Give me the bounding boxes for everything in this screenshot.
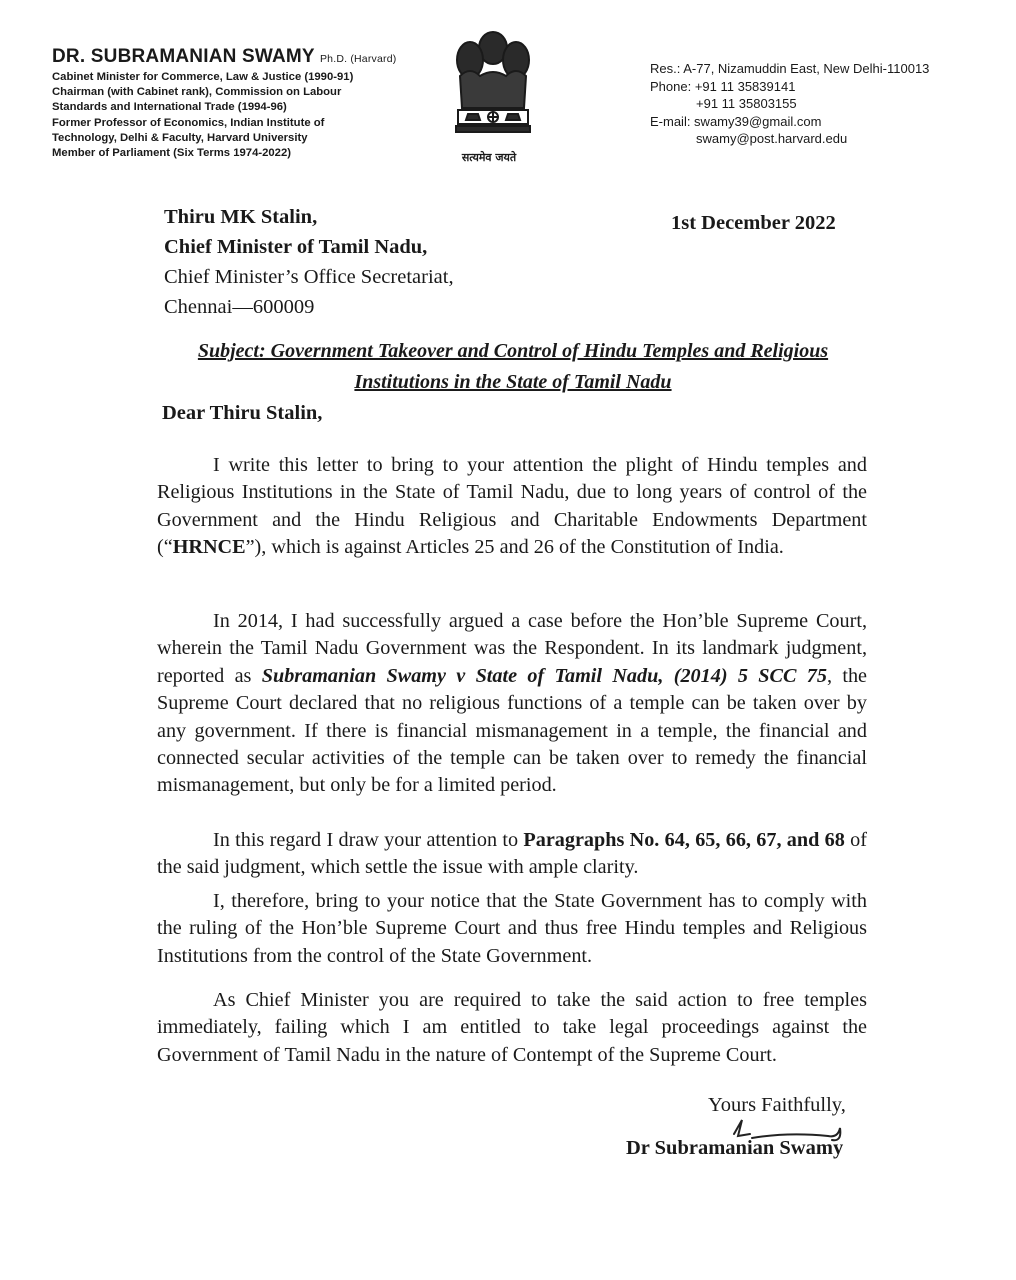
- subject-line-1: Subject: Government Takeover and Control of Hindu Temples and Religious: [197, 340, 829, 362]
- letter-subject: [160, 336, 866, 398]
- hrnce-abbreviation: HRNCE: [172, 536, 246, 559]
- credential-line: Former Professor of Economics, Indian Institute of: [52, 116, 325, 129]
- body-paragraph-4: I, therefore, bring to your notice that the State Government has to comply with the ruling of the Hon’ble Supreme Court and thus free Hindu temples and Religious Institutions from the control of the State Government.: [157, 890, 867, 967]
- emblem-motto: सत्यमेव जयते: [461, 151, 517, 164]
- letter-date: 1st December 2022: [671, 212, 836, 234]
- paragraph-references: Paragraphs No. 64, 65, 66, 67, and 68: [523, 829, 845, 851]
- case-citation: Subramanian Swamy v State of Tamil Nadu, (2014) 5 SCC 75: [261, 664, 827, 687]
- signer-name: Dr Subramanian Swamy: [626, 1137, 844, 1159]
- salutation: Dear Thiru Stalin,: [162, 402, 323, 424]
- letterhead-contact: [650, 60, 990, 148]
- body-paragraph-3: In this regard I draw your attention to Paragraphs No. 64, 65, 66, 67, and 68 of the said judgment, which settle the issue with ample clarity.: [157, 829, 867, 879]
- closing: Yours Faithfully,: [708, 1094, 846, 1116]
- recipient-name: Thiru MK Stalin,: [164, 206, 318, 228]
- credential-line: Technology, Delhi & Faculty, Harvard University: [52, 131, 308, 144]
- credential-line: Member of Parliament (Six Terms 1974-2022): [52, 147, 292, 160]
- phone-primary: Phone: +91 11 35839141: [650, 78, 796, 94]
- body-paragraph-5: As Chief Minister you are required to take the said action to free temples immediately, failing which I am entitled to take legal proceedings against the Government of Tamil Nadu in the nature of Contempt of the Supreme Court.: [157, 989, 867, 1066]
- email-secondary: swamy@post.harvard.edu: [696, 131, 848, 146]
- recipient-city: Chennai—600009: [164, 296, 315, 318]
- letterhead-sender: [52, 46, 432, 161]
- recipient-title: Chief Minister of Tamil Nadu,: [164, 236, 428, 258]
- subject-line-2: Institutions in the State of Tamil Nadu: [354, 371, 672, 393]
- national-emblem-icon: [448, 26, 538, 146]
- credential-line: Cabinet Minister for Commerce, Law & Justice (1990-91): [52, 71, 354, 83]
- credential-line: Standards and International Trade (1994-96): [52, 101, 287, 114]
- body-paragraph-2: In 2014, I had successfully argued a case before the Hon’ble Supreme Court, wherein the Tamil Nadu Government was the Respondent. In its landmark judgment, reported as Subramanian Swamy v State of Tamil Nadu, (2014) 5 SCC 75, the Supreme Court declared that no religious functions of a temple can be taken over by any government. If there is financial mismanagement in a temple, the financial and connected secular activities of the temple can be taken over to remedy the financial mismanagement, but only be for a limited period.: [157, 610, 868, 797]
- recipient-address: [164, 202, 454, 322]
- phone-secondary: +91 11 35803155: [696, 96, 797, 111]
- email-primary: E-mail: swamy39@gmail.com: [650, 113, 822, 129]
- residence-address: Res.: A-77, Nizamuddin East, New Delhi-110013: [650, 61, 930, 76]
- sender-degree: Ph.D. (Harvard): [319, 53, 397, 65]
- body-paragraph-1: I write this letter to bring to your attention the plight of Hindu temples and Religious Institutions in the State of Tamil Nadu, due to long years of control of the Government and the Hindu Religious and Charitable Endowments Department (“HRNCE”), which is against Articles 25 and 26 of the Constitution of India.: [157, 454, 867, 559]
- recipient-office: Chief Minister’s Office Secretariat,: [164, 266, 454, 288]
- credential-line: Chairman (with Cabinet rank), Commission on Labour: [52, 86, 342, 99]
- sender-name: DR. SUBRAMANIAN SWAMY: [52, 46, 315, 67]
